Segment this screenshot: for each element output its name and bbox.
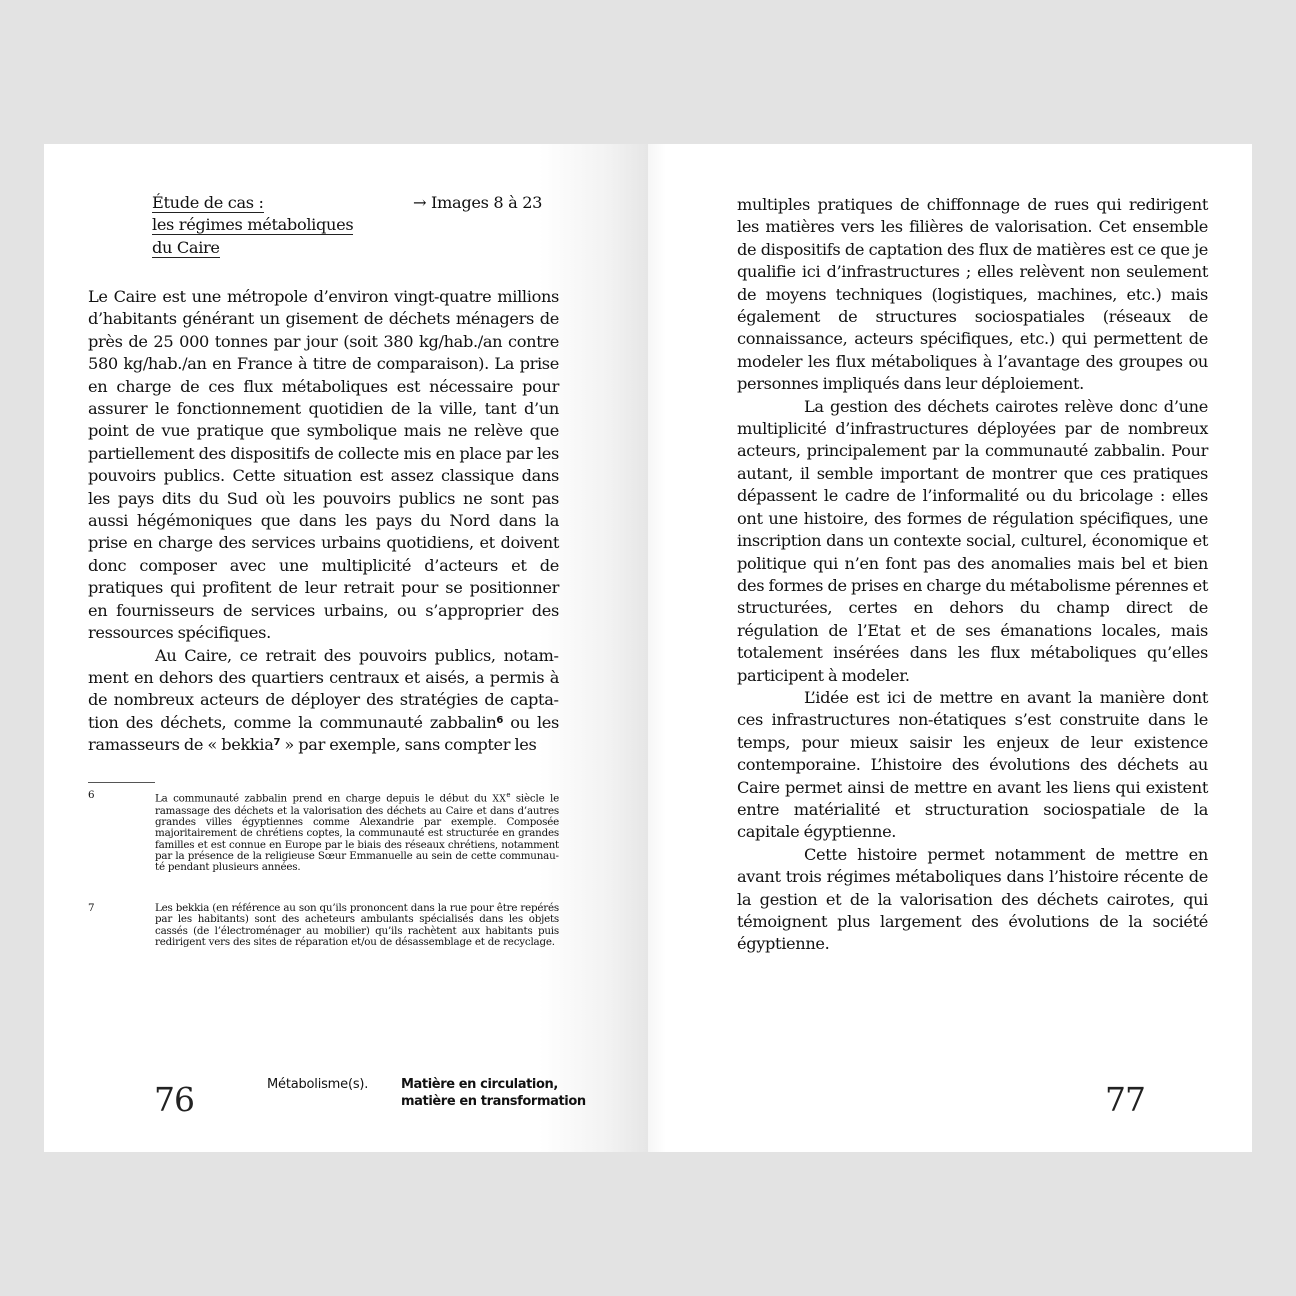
footnote-marker[interactable]: 6 bbox=[496, 714, 503, 726]
case-study-heading-line: du Caire bbox=[152, 237, 220, 257]
images-reference: → Images 8 à 23 bbox=[413, 193, 543, 212]
running-book-title: Matière en circulation, matière en transformation bbox=[401, 1077, 586, 1109]
paragraph: Le Caire est une métropole d’environ vingt-quatre millions d’habitants générant un gisement de déchets ménagers de près de 25 000 tonnes par jour (soit 380 kg/hab./an contre 580 kg/hab./an en France à titre de comparaison). La prise en charge de ces flux métaboliques est nécessaire pour assurer le fonctionnement quotidien de la ville, tant d’un point de vue pratique que symbolique mais ne relève que partiellement des dispositifs de collecte mis en place par les pouvoirs publics. Cette situation est assez classique dans les pays dits du Sud où les pouvoirs publics ne sont pas aussi hégémoniques que dans les pays du Nord dans la prise en charge des services urbains quotidiens, et doivent donc composer avec une multiplicité d’acteurs et de pratiques qui profitent de leur retrait pour se positionner en fournisseurs de services urbains, ou s’approprier des ressources spécifiques. bbox=[88, 287, 559, 643]
footnote-marker[interactable]: 7 bbox=[273, 737, 281, 749]
footnote-text: Les bekkia (en référence au son qu’ils prononcent dans la rue pour être repérés par les habitants) sont des acheteurs ambulants spécialisés dans les objets cassés (de l’électroménager au mobilier) qu’ils rachètent aux habitants puis redirigent vers des sites de réparation et/ou de désassemblage et de recyclage. bbox=[155, 902, 559, 948]
case-study-heading bbox=[152, 192, 353, 259]
running-section-title: Métabolisme(s). bbox=[267, 1077, 369, 1092]
right-body-text bbox=[737, 194, 1208, 956]
page-number: 77 bbox=[1105, 1080, 1145, 1119]
right-page bbox=[648, 144, 1252, 1152]
left-body-text bbox=[88, 286, 559, 757]
footnote-number: 7 bbox=[88, 902, 95, 914]
case-study-heading-line: Étude de cas : bbox=[152, 193, 264, 212]
footnote-text: La communauté zabbalin prend en charge depuis le début du XXe siècle le ramassage des déchets et la valorisation des déchets au Caire et dans d’autres grandes villes égyptiennes comme Alexandrie par exemple. Composée majoritairement de chrétiens coptes, la communauté est structurée en grandes familles et est connue en Europe par le biais des réseaux chrétiens, notamment par la présence de la religieuse Sœur Emmanuelle au sein de cette communauté pendant plusieurs années. bbox=[155, 791, 559, 874]
case-study-heading-line: les régimes métaboliques bbox=[152, 215, 354, 235]
page-number: 76 bbox=[154, 1080, 194, 1119]
footnote-6 bbox=[88, 790, 559, 874]
left-page bbox=[44, 144, 648, 1152]
paragraph: Au Caire, ce retrait des pouvoirs publics, notamment en dehors des quartiers centraux et aisés, a permis à de nombreux acteurs de déployer des stratégies de captation des déchets, comme la communauté zabbalin$^6$ ou les ramasseurs de « bekkia$^7$ » par exemple, sans compter les bbox=[88, 645, 559, 755]
paragraph: L’idée est ici de mettre en avant la manière dont ces infrastructures non-étatiques s’est construite dans le temps, pour mieux saisir les enjeux de leur existence contemporaine. L’histoire des évolutions des déchets au Caire permet ainsi de mettre en avant les liens qui existent entre matérialité et structuration sociospatiale de la capitale égyptienne. bbox=[737, 687, 1208, 842]
footnote-number: 6 bbox=[88, 789, 95, 801]
footnote-7 bbox=[88, 903, 559, 948]
paragraph: La gestion des déchets cairotes relève donc d’une multiplicité d’infrastructures déployées par de nombreux acteurs, principalement par la communauté zabbalin. Pour autant, il semble important de montrer que ces pratiques dépassent le cadre de l’informalité ou du bricolage : elles ont une histoire, des formes de régulation spécifiques, une inscription dans un contexte social, culturel, économique et politique qui n’en font pas des anomalies mais bel et bien des formes de prises en charge du métabolisme pérennes et structurées, certes en dehors du champ direct de régulation de l’Etat et de ses émanations locales, mais totalement insérées dans les flux métaboliques qu’elles participent à modeler. bbox=[737, 396, 1208, 685]
paragraph: Cette histoire permet notamment de mettre en avant trois régimes métaboliques dans l’histoire récente de la gestion et de la valorisation des déchets cairotes, qui témoignent plus largement des évolutions de la société égyptienne. bbox=[737, 844, 1208, 954]
paragraph: multiples pratiques de chiffonnage de rues qui redirigent les matières vers les filières de valorisation. Cet ensemble de dispositifs de captation des flux de matières est ce que je qualifie ici d’infrastructures ; elles relèvent non seulement de moyens techniques (logistiques, machines, etc.) mais également de structures sociospatiales (réseaux de connaissance, acteurs spécifiques, etc.) qui permettent de modeler les flux métaboliques à l’avantage des groupes ou personnes impliqués dans leur déploiement. bbox=[737, 195, 1208, 394]
footnote-separator bbox=[88, 782, 155, 783]
